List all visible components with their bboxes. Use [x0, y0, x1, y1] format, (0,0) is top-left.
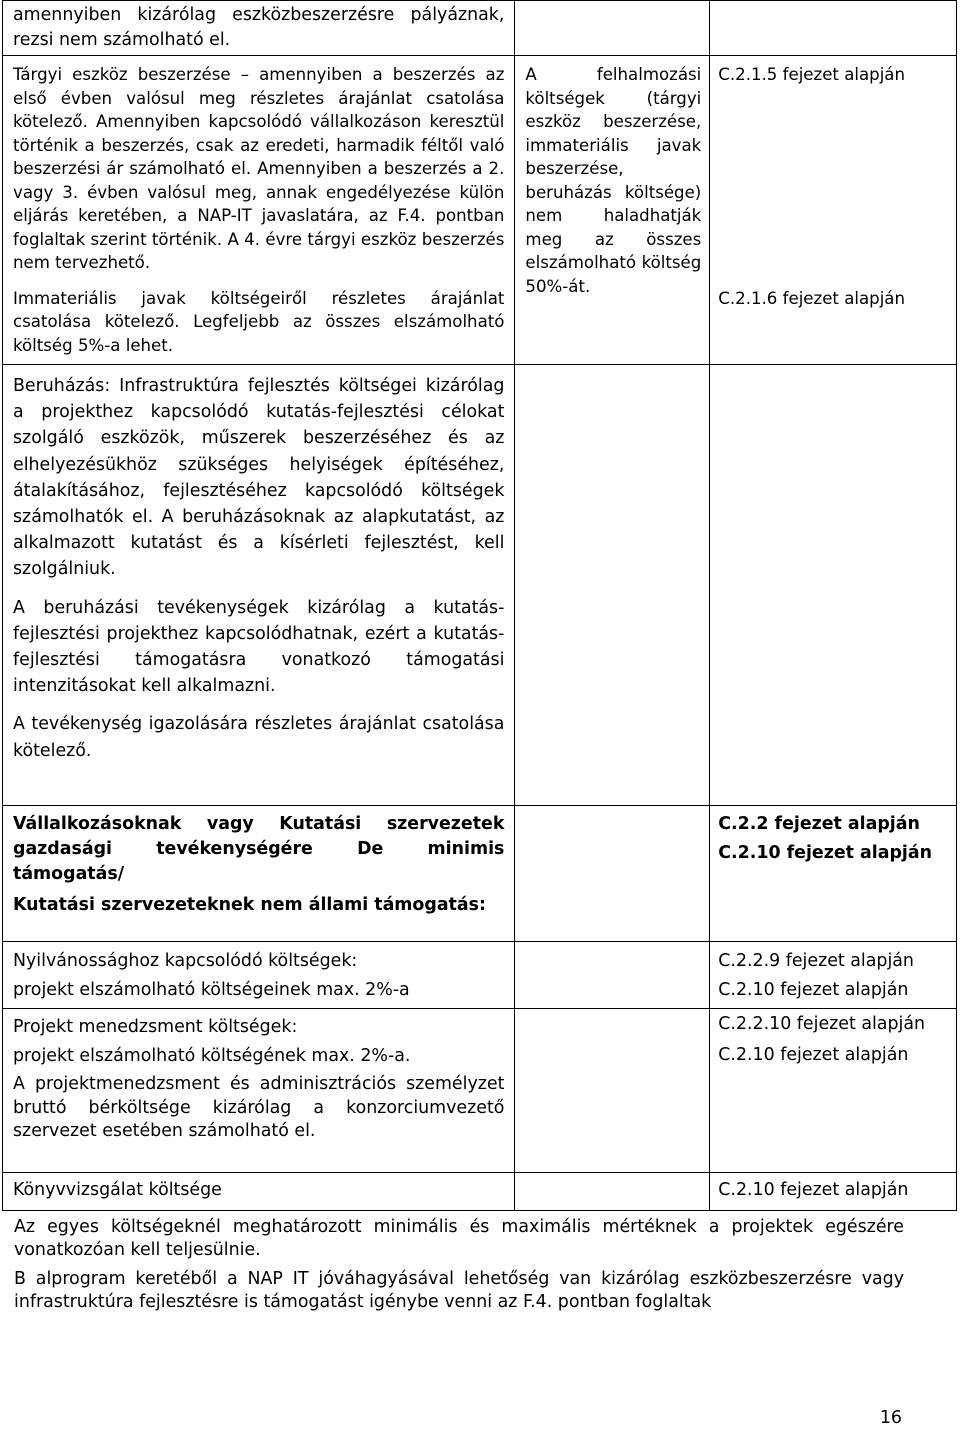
limit-text: A felhalmozási költségek (tárgyi eszköz beszerzése, immateriális javak beszerzése, beruházás költsége) nem haladhatják meg az összes elszámolható költség 50%-át. — [525, 65, 702, 296]
reference-cell — [710, 1173, 957, 1211]
reference-text: C.2.2.10 fejezet alapján — [718, 1014, 926, 1034]
cost-text: A beruházási tevékenységek kizárólag a kutatás-fejlesztési projekthez kapcsolódhatnak, ezért a kutatás-fejlesztési támogatásra vonatkozó támogatási intenzitásokat kell alkalmazni. — [13, 597, 505, 697]
reference-text: C.2.10 fejezet alapján — [718, 1180, 909, 1200]
reference-text: C.2.10 fejezet alapján — [718, 1044, 909, 1065]
limit-cell — [515, 806, 710, 942]
cost-text: Immateriális javak költségeiről részletes árajánlat csatolása kötelező. Legfeljebb az összes elszámolható költség 5%-a lehet. — [13, 288, 505, 355]
limit-cell — [515, 1, 710, 56]
reference-cell — [710, 942, 957, 1009]
reference-text: C.2.2.9 fejezet alapján — [718, 951, 914, 971]
cost-text: Könyvvizsgálat költsége — [13, 1180, 222, 1200]
cost-text: projekt elszámolható költségeinek max. 2%-a — [13, 980, 410, 1000]
reference-text: C.2.1.5 fejezet alapján — [718, 65, 905, 84]
page-number: 16 — [879, 1408, 902, 1428]
limit-cell — [515, 1173, 710, 1211]
cost-text: Nyilvánossághoz kapcsolódó költségek: — [13, 951, 358, 971]
cost-text: amennyiben kizárólag eszközbeszerzésre pályáznak, rezsi nem számolható el. — [13, 5, 505, 50]
cost-table — [2, 0, 957, 1211]
cost-description-cell — [3, 365, 515, 806]
table-row — [3, 806, 957, 942]
cost-description-cell — [3, 1009, 515, 1173]
reference-cell — [710, 1, 957, 56]
cost-description-cell — [3, 56, 515, 365]
reference-cell — [710, 56, 957, 365]
cost-description-cell — [3, 1, 515, 56]
reference-cell — [710, 365, 957, 806]
reference-text: C.2.10 fejezet alapján — [718, 843, 932, 863]
limit-cell — [515, 1009, 710, 1173]
reference-text: C.2.2 fejezet alapján — [718, 814, 920, 834]
cost-description-cell — [3, 942, 515, 1009]
table-row — [3, 1173, 957, 1211]
limit-cell — [515, 365, 710, 806]
cost-text: Tárgyi eszköz beszerzése – amennyiben a beszerzés az első évben valósul meg részletes árajánlat csatolása kötelező. Amennyiben kapcsolódó vállalkozáson keresztül történik a beszerzés, csak az eredeti, harmadik féltől való beszerzési ár számolható el. Amennyiben a beszerzés a 2. vagy 3. évben valósul meg, annak engedélyezése külön eljárás keretében, a NAP-IT javaslatára, az F.4. pontban foglaltak szerint történik. A 4. évre tárgyi eszköz beszerzés nem tervezhető. — [13, 65, 505, 272]
cost-text: Beruházás: Infrastruktúra fejlesztés költségei kizárólag a projekthez kapcsolódó kutatás-fejlesztési célokat szolgáló eszközök, műszerek beszerzéséhez és az elhelyezésükhöz szükséges helyiségek építéséhez, átalakításához, fejlesztéséhez kapcsolódó költségek számolhatók el. A beruházásoknak az alapkutatást, az alkalmazott kutatást és a kísérleti fejlesztést, kell szolgálniuk. — [13, 376, 505, 580]
limit-cell — [515, 56, 710, 365]
table-row — [3, 942, 957, 1009]
table-row — [3, 1, 957, 56]
reference-text: C.2.1.6 fejezet alapján — [718, 288, 905, 308]
footer-paragraph: B alprogram keretéből a NAP IT jóváhagyásával lehetőség van kizárólag eszközbeszerzésre vagy infrastruktúra fejlesztésre is támogatást igénybe venni az F.4. pontban foglaltak — [14, 1269, 904, 1312]
reference-cell — [710, 806, 957, 942]
cost-text: A projektmenedzsment és adminisztrációs személyzet bruttó bérköltsége kizárólag a konzorciumvezető szervezet esetében számolható el. — [13, 1074, 505, 1141]
table-row — [3, 1009, 957, 1173]
table-row — [3, 365, 957, 806]
cost-text: Projekt menedzsment költségek: — [13, 1017, 298, 1037]
limit-cell — [515, 942, 710, 1009]
footer-note — [14, 1216, 904, 1262]
cost-heading: Kutatási szervezeteknek nem állami támogatás: — [13, 895, 486, 915]
footer-note — [14, 1268, 904, 1314]
cost-description-cell — [3, 806, 515, 942]
footer-paragraph: Az egyes költségeknél meghatározott minimális és maximális mértéknek a projektek egészére vonatkozóan kell teljesülnie. — [14, 1217, 904, 1260]
reference-cell — [710, 1009, 957, 1173]
cost-heading: Vállalkozásoknak vagy Kutatási szervezetek gazdasági tevékenységére De minimis támogatás/ — [13, 814, 505, 884]
cost-text: projekt elszámolható költségének max. 2%-a. — [13, 1046, 411, 1066]
cost-text: A tevékenység igazolására részletes árajánlat csatolása kötelező. — [13, 714, 505, 761]
cost-description-cell — [3, 1173, 515, 1211]
reference-text: C.2.10 fejezet alapján — [718, 980, 909, 1000]
table-row — [3, 56, 957, 365]
